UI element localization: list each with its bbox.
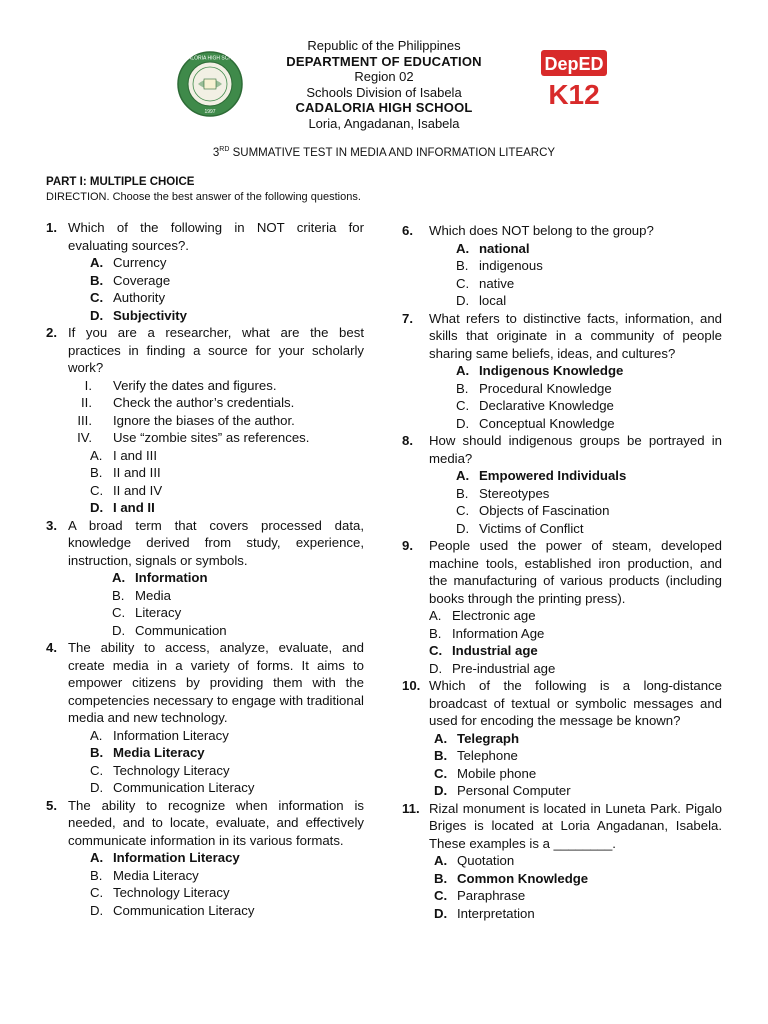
option-d [46, 307, 364, 325]
option-letter: C. [90, 290, 104, 305]
option-text: Empowered Individuals [479, 468, 627, 483]
option-text: Subjectivity [113, 307, 188, 323]
option-a [402, 362, 722, 380]
question-6 [402, 222, 722, 310]
option-text: Declarative Knowledge [479, 398, 614, 413]
option-c [46, 289, 364, 307]
direction-text: DIRECTION. Choose the best answer of the following questions. [46, 191, 361, 203]
option-text: Media Literacy [113, 867, 199, 883]
option-d [402, 660, 722, 678]
option-letter: D. [90, 500, 104, 515]
option-text: Information Literacy [113, 850, 240, 865]
option-letter: B. [90, 272, 104, 288]
question-stem: A broad term that covers processed data, knowledge derived from study, experience, instruction, signals or symbols. [68, 517, 364, 568]
option-a [402, 852, 722, 870]
option-a [46, 447, 364, 465]
roman-item [46, 429, 364, 447]
question-9 [402, 537, 722, 677]
option-text: native [479, 275, 515, 291]
option-d [46, 622, 364, 640]
option-letter: D. [456, 415, 470, 431]
option-text: Literacy [135, 605, 182, 620]
question-number: 2. [46, 325, 57, 340]
roman-item [46, 412, 364, 430]
question-stem: People used the power of steam, developed machine tools, established iron production, and the manufacturing of various products (including books through the printing press). [429, 538, 722, 606]
roman-numeral: I. [84, 377, 92, 393]
option-b [402, 257, 722, 275]
option-d [402, 520, 722, 538]
option-text: indigenous [479, 258, 543, 273]
option-b [402, 625, 722, 643]
option-letter: D. [90, 902, 104, 918]
option-text: national [479, 240, 530, 256]
option-letter: B. [90, 745, 104, 760]
option-text: Information Literacy [113, 727, 229, 743]
option-letter: B. [90, 465, 103, 480]
question-8 [402, 432, 722, 537]
question-stem: The ability to recognize when information is needed, and to locate, evaluate, and effectively communicate information in its various formats. [68, 797, 364, 848]
option-b [402, 485, 722, 503]
question-stem: Which of the following in NOT criteria for evaluating sources?. [68, 220, 364, 253]
option-text: Coverage [113, 272, 171, 288]
option-text: Telegraph [457, 730, 520, 746]
option-b [402, 870, 722, 888]
option-text: I and III [113, 447, 157, 463]
option-c [46, 482, 364, 500]
option-c [402, 397, 722, 415]
question-number: 1. [46, 220, 57, 235]
option-text: Interpretation [457, 905, 535, 921]
roman-item [46, 377, 364, 395]
roman-text: Verify the dates and figures. [113, 377, 277, 393]
option-letter: C. [434, 765, 448, 781]
option-text: Telephone [457, 748, 518, 763]
option-b [402, 380, 722, 398]
question-stem: How should indigenous groups be portrayed in media? [429, 433, 722, 466]
option-d [46, 499, 364, 517]
option-a [46, 727, 364, 745]
option-text: Currency [113, 255, 167, 270]
question-4 [46, 639, 364, 797]
option-d [46, 902, 364, 920]
option-a [402, 730, 722, 748]
option-text: Authority [113, 290, 166, 305]
option-b [46, 272, 364, 290]
question-number: 9. [402, 538, 413, 553]
question-stem: Which does NOT belong to the group? [429, 223, 654, 238]
school-name: CADALORIA HIGH SCHOOL [295, 100, 473, 115]
part-heading: PART I: MULTIPLE CHOICE [46, 176, 195, 188]
region-line: Region 02 [354, 69, 414, 84]
question-stem: The ability to access, analyze, evaluate, and create media in a variety of forms. It aims to empower citizens by providing them with the competencies necessary to engage with traditional media and new technology. [68, 640, 364, 725]
option-text: Quotation [457, 853, 515, 868]
option-letter: C. [90, 482, 104, 498]
option-d [402, 905, 722, 923]
roman-numeral: III. [77, 412, 92, 428]
department-line: DEPARTMENT OF EDUCATION [286, 53, 482, 69]
roman-text: Ignore the biases of the author. [113, 412, 295, 428]
option-text: local [479, 293, 507, 308]
option-letter: B. [434, 748, 448, 763]
option-c [46, 762, 364, 780]
option-c [402, 502, 722, 520]
option-a [46, 254, 364, 272]
option-text: Communication [135, 622, 227, 638]
option-d [402, 415, 722, 433]
option-letter: C. [429, 643, 443, 658]
question-stem: What refers to distinctive facts, information, and skills that originate in a community of people sharing same beliefs, ideas, and cultures? [429, 310, 722, 361]
question-number: 10. [402, 678, 421, 693]
option-letter: A. [456, 468, 470, 483]
svg-text:K12: K12 [548, 79, 600, 106]
option-letter: D. [112, 622, 126, 638]
option-letter: A. [90, 850, 104, 865]
option-text: Communication Literacy [113, 902, 255, 918]
option-text: Information [135, 570, 208, 585]
question-number: 11. [402, 800, 420, 816]
option-text: Pre-industrial age [452, 660, 556, 676]
option-letter: B. [90, 867, 103, 883]
option-letter: B. [456, 485, 469, 501]
question-number: 6. [402, 223, 413, 238]
option-c [402, 887, 722, 905]
question-2 [46, 324, 364, 517]
option-letter: C. [456, 398, 470, 413]
roman-numeral: IV. [77, 430, 92, 445]
roman-item [46, 394, 364, 412]
question-3 [46, 517, 364, 640]
svg-text:1997: 1997 [204, 109, 216, 115]
option-text: Common Knowledge [457, 870, 589, 886]
option-letter: A. [112, 570, 126, 585]
option-text: Media [135, 587, 171, 603]
question-11 [402, 800, 722, 923]
option-text: Stereotypes [479, 485, 550, 501]
option-text: Technology Literacy [113, 762, 230, 778]
option-text: Conceptual Knowledge [479, 415, 615, 431]
option-a [402, 607, 722, 625]
question-number: 8. [402, 433, 413, 448]
school-address: Loria, Angadanan, Isabela [308, 115, 460, 131]
option-letter: B. [112, 587, 125, 603]
option-letter: B. [456, 258, 469, 273]
option-text: Indigenous Knowledge [479, 363, 624, 378]
option-letter: D. [429, 660, 443, 676]
option-text: II and IV [113, 482, 163, 498]
option-text: Victims of Conflict [479, 520, 584, 536]
option-letter: A. [90, 447, 103, 463]
right-column [402, 222, 722, 922]
option-letter: A. [456, 363, 470, 378]
option-text: Media Literacy [113, 745, 205, 760]
option-c [402, 642, 722, 660]
option-letter: C. [112, 605, 126, 620]
option-text: Personal Computer [457, 783, 571, 798]
option-letter: C. [434, 888, 448, 903]
option-text: Communication Literacy [113, 780, 255, 795]
option-text: Electronic age [452, 608, 536, 623]
question-number: 3. [46, 517, 57, 533]
option-text: Procedural Knowledge [479, 380, 612, 396]
option-letter: A. [90, 727, 103, 743]
option-text: Industrial age [452, 643, 538, 658]
option-letter: D. [434, 783, 448, 798]
option-letter: B. [429, 625, 442, 641]
roman-text: Use “zombie sites” as references. [113, 430, 310, 445]
option-letter: D. [456, 293, 470, 308]
option-text: Information Age [452, 625, 545, 641]
question-stem: Rizal monument is located in Luneta Park. Pigalo Briges is located at Loria Angadanan, Isabela. These examples is a ________. [429, 800, 722, 851]
left-column [46, 219, 364, 919]
option-c [402, 275, 722, 293]
svg-text:DepED: DepED [544, 54, 604, 74]
option-b [402, 747, 722, 765]
division-line: Schools Division of Isabela [306, 84, 462, 100]
option-letter: D. [456, 520, 470, 536]
question-1 [46, 219, 364, 324]
option-c [402, 765, 722, 783]
option-b [46, 587, 364, 605]
document-header [0, 38, 768, 131]
question-number: 7. [402, 310, 413, 326]
option-letter: A. [434, 853, 448, 868]
option-c [46, 604, 364, 622]
question-7 [402, 310, 722, 433]
question-stem: If you are a researcher, what are the best practices in finding a source for your scholarly work? [68, 325, 364, 375]
republic-line: Republic of the Philippines [307, 38, 461, 53]
question-10 [402, 677, 722, 800]
option-letter: D. [434, 905, 448, 921]
roman-numeral: II. [81, 395, 92, 410]
option-letter: C. [90, 885, 104, 900]
question-stem: Which of the following is a long-distance broadcast of textual or symbolic messages and used for encoding the message be known? [429, 678, 722, 728]
option-d [402, 292, 722, 310]
option-a [402, 467, 722, 485]
option-d [46, 779, 364, 797]
option-b [46, 464, 364, 482]
svg-text:CADALORIA HIGH SCHOOL: CADALORIA HIGH SCHOOL [177, 55, 243, 62]
option-text: Technology Literacy [113, 885, 230, 900]
question-number: 5. [46, 797, 57, 813]
option-c [46, 884, 364, 902]
option-b [46, 867, 364, 885]
option-letter: A. [429, 608, 442, 623]
option-text: I and II [113, 500, 155, 515]
option-letter: B. [434, 870, 448, 886]
option-letter: C. [456, 503, 470, 518]
option-text: II and III [113, 465, 161, 480]
option-text: Paraphrase [457, 888, 526, 903]
option-a [46, 569, 364, 587]
option-letter: A. [434, 730, 448, 746]
option-letter: A. [90, 255, 104, 270]
option-text: Objects of Fascination [479, 503, 610, 518]
option-letter: C. [456, 275, 470, 291]
option-letter: D. [90, 780, 104, 795]
option-a [402, 240, 722, 258]
option-letter: B. [456, 380, 469, 396]
option-letter: A. [456, 240, 470, 256]
option-letter: C. [90, 762, 104, 778]
test-title: 3RD SUMMATIVE TEST IN MEDIA AND INFORMATION LITEARCY [212, 146, 556, 159]
question-number: 4. [46, 640, 57, 655]
roman-text: Check the author’s credentials. [113, 395, 295, 410]
option-b [46, 744, 364, 762]
option-letter: D. [90, 307, 104, 323]
option-d [402, 782, 722, 800]
question-5 [46, 797, 364, 920]
option-text: Mobile phone [457, 765, 537, 781]
option-a [46, 849, 364, 867]
